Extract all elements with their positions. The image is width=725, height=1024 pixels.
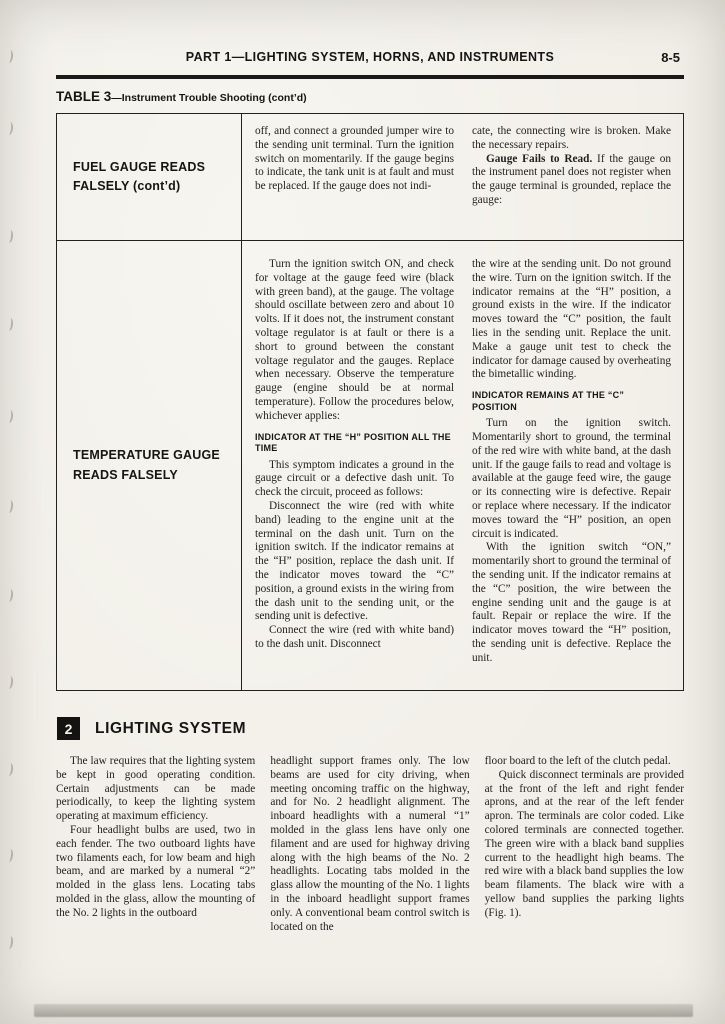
paragraph: Turn on the ignition switch. Momentarily short to ground, the terminal of the red wire with white band, at the dash unit. If the gauge fails to read and voltage is available at the gauge feed wire, the gauge or its connecting wire is defective. Repair or replace where necessary. If the indicator moves toward the “H” position, an open circuit is indicated. bbox=[472, 417, 671, 540]
paragraph: off, and connect a grounded jumper wire to the sending unit terminal. Turn the ignition switch on momentarily. If the gauge begins to indicate, the tank unit is at fault and must be replaced. If the gauge does not indi- bbox=[255, 125, 454, 193]
scan-artifact bbox=[5, 410, 14, 424]
row-body bbox=[242, 114, 683, 240]
troubleshooting-table bbox=[56, 113, 684, 691]
scan-artifact bbox=[5, 676, 14, 690]
scan-artifact bbox=[5, 500, 14, 514]
scan-artifact bbox=[5, 230, 14, 244]
table-row-temperature-gauge bbox=[57, 240, 683, 690]
header-title: —LIGHTING SYSTEM, HORNS, AND INSTRUMENTS bbox=[231, 50, 555, 64]
paragraph: Four headlight bulbs are used, two in each fender. The two outboard lights have two filaments each, for low beam and high beam, and are marked by a numeral “2” molded in the glass lens. Locating tabs molded in the glass, allow the mounting of the No. 2 lights in the outboard bbox=[56, 823, 256, 919]
scan-artifact bbox=[5, 936, 14, 950]
table-text-column bbox=[255, 125, 454, 227]
subheading: INDICATOR AT THE “H” POSITION ALL THE TIME bbox=[255, 431, 451, 454]
header-rule bbox=[56, 75, 684, 79]
paragraph: This symptom indicates a ground in the gauge circuit or a defective dash unit. To check the circuit, proceed as follows: bbox=[255, 458, 454, 499]
scan-artifact bbox=[5, 122, 14, 136]
scan-artifact bbox=[5, 589, 14, 603]
page-content bbox=[56, 50, 684, 934]
paragraph: cate, the connecting wire is broken. Make the necessary repairs. bbox=[472, 125, 671, 151]
scan-artifact bbox=[5, 318, 14, 332]
table-title bbox=[56, 88, 684, 106]
paragraph: With the ignition switch “ON,” momentarily short to ground the terminal of the sending unit. If the indicator remains at the “C” position, the wire between the engine sending unit and the gauge is at fault. Repair or replace the wire. If the indicator moves toward the “H” position, the sending unit is defective. Replace the unit. bbox=[472, 541, 671, 664]
text-column-3 bbox=[485, 755, 684, 934]
header-title-line bbox=[56, 50, 684, 64]
text-column-1 bbox=[56, 755, 255, 934]
scan-shadow bbox=[34, 1004, 693, 1017]
page-number: 8-5 bbox=[661, 50, 680, 65]
row-label-text: FUEL GAUGE READS FALSELY (cont’d) bbox=[73, 159, 206, 193]
table-text-column bbox=[255, 258, 454, 677]
row-body bbox=[242, 241, 683, 690]
paragraph: Connect the wire (red with white band) to the dash unit. Disconnect bbox=[255, 624, 454, 650]
paragraph: floor board to the left of the clutch pedal. bbox=[484, 755, 671, 767]
paragraph: Gauge Fails to Read. If the gauge on the instrument panel does not register when the gauge terminal is grounded, replace the gauge: bbox=[472, 152, 671, 206]
table-text-column bbox=[472, 125, 671, 227]
table-title-number: TABLE 3 bbox=[56, 89, 112, 104]
table-text-column bbox=[472, 258, 671, 677]
row-label bbox=[57, 241, 242, 690]
scan-artifact bbox=[5, 50, 14, 64]
text-column-2 bbox=[270, 755, 469, 934]
section-heading bbox=[56, 717, 684, 740]
row-label-text: TEMPERATURE GAUGE READS FALSELY bbox=[73, 448, 220, 482]
scan-artifact bbox=[5, 763, 14, 777]
paragraph: Turn the ignition switch ON, and check for voltage at the gauge feed wire (black with green band), at the gauge. The voltage should oscillate between zero and about 10 volts. If it does not, the instrument constant voltage regulator is at fault or there is a short to ground between the constant voltage regulator and the gauges. Replace when necessary. Observe the temperature gauge (engine should be at normal temperature). Follow the procedures below, whichever applies: bbox=[255, 258, 454, 422]
section-title: LIGHTING SYSTEM bbox=[95, 719, 247, 737]
subheading: INDICATOR REMAINS AT THE “C” POSITION bbox=[472, 390, 625, 412]
paragraph: the wire at the sending unit. Do not ground the wire. Turn on the ignition switch. If the indicator remains at the “H” position, a ground exists in the wire. If the indicator moves toward the “C” position, the fault lies in the sending unit. Replace the unit. Make a gauge unit test to check the indicator for damage caused by overheating the bimetallic winding. bbox=[472, 258, 671, 381]
table-title-text: —Instrument Trouble Shooting (cont’d) bbox=[111, 92, 307, 104]
paragraph: Disconnect the wire (red with white band) leading to the engine unit at the terminal on the dash unit. Turn on the ignition switch. If the indicator remains at the “H” position, replace the dash unit. If the indicator moves toward the “C” position, a ground exists in the wiring from the dash unit to the sending unit, or the sending unit is defective. bbox=[255, 499, 454, 623]
section-number-badge: 2 bbox=[57, 717, 80, 740]
row-label bbox=[57, 114, 242, 240]
paragraph: headlight support frames only. The low beams are used for city driving, when meeting oncoming traffic on the highway, and for No. 2 headlight alignment. The inboard headlights with a numeral “1” molded in the glass lens have only one filament and are used for highway driving along with the high beams of the No. 2 headlights. Locating tabs molded in the glass allow the mounting of the No. 1 lights in the inboard headlight support frames only. A conventional beam control switch is located on the bbox=[270, 755, 470, 933]
part-label: PART 1 bbox=[185, 50, 232, 64]
table-row-fuel-gauge bbox=[57, 114, 683, 240]
scan-artifact bbox=[5, 849, 14, 863]
body-columns bbox=[56, 755, 684, 934]
paragraph: The law requires that the lighting system be kept in good operating condition. Certain adjustments can be made periodically, to keep the lighting system operating at maximum efficiency. bbox=[56, 755, 256, 823]
paragraph: Quick disconnect terminals are provided at the front of the left and right fender aprons, and at the rear of the left fender apron. The terminals are color coded. Like colored terminals are connected together. The green wire with a black band supplies current to the headlight high beams. The red wire with a black band supplies the low beam filaments. The black wire with a yellow band supplies the parking lights (Fig. 1). bbox=[484, 768, 684, 919]
page-header bbox=[56, 50, 684, 68]
